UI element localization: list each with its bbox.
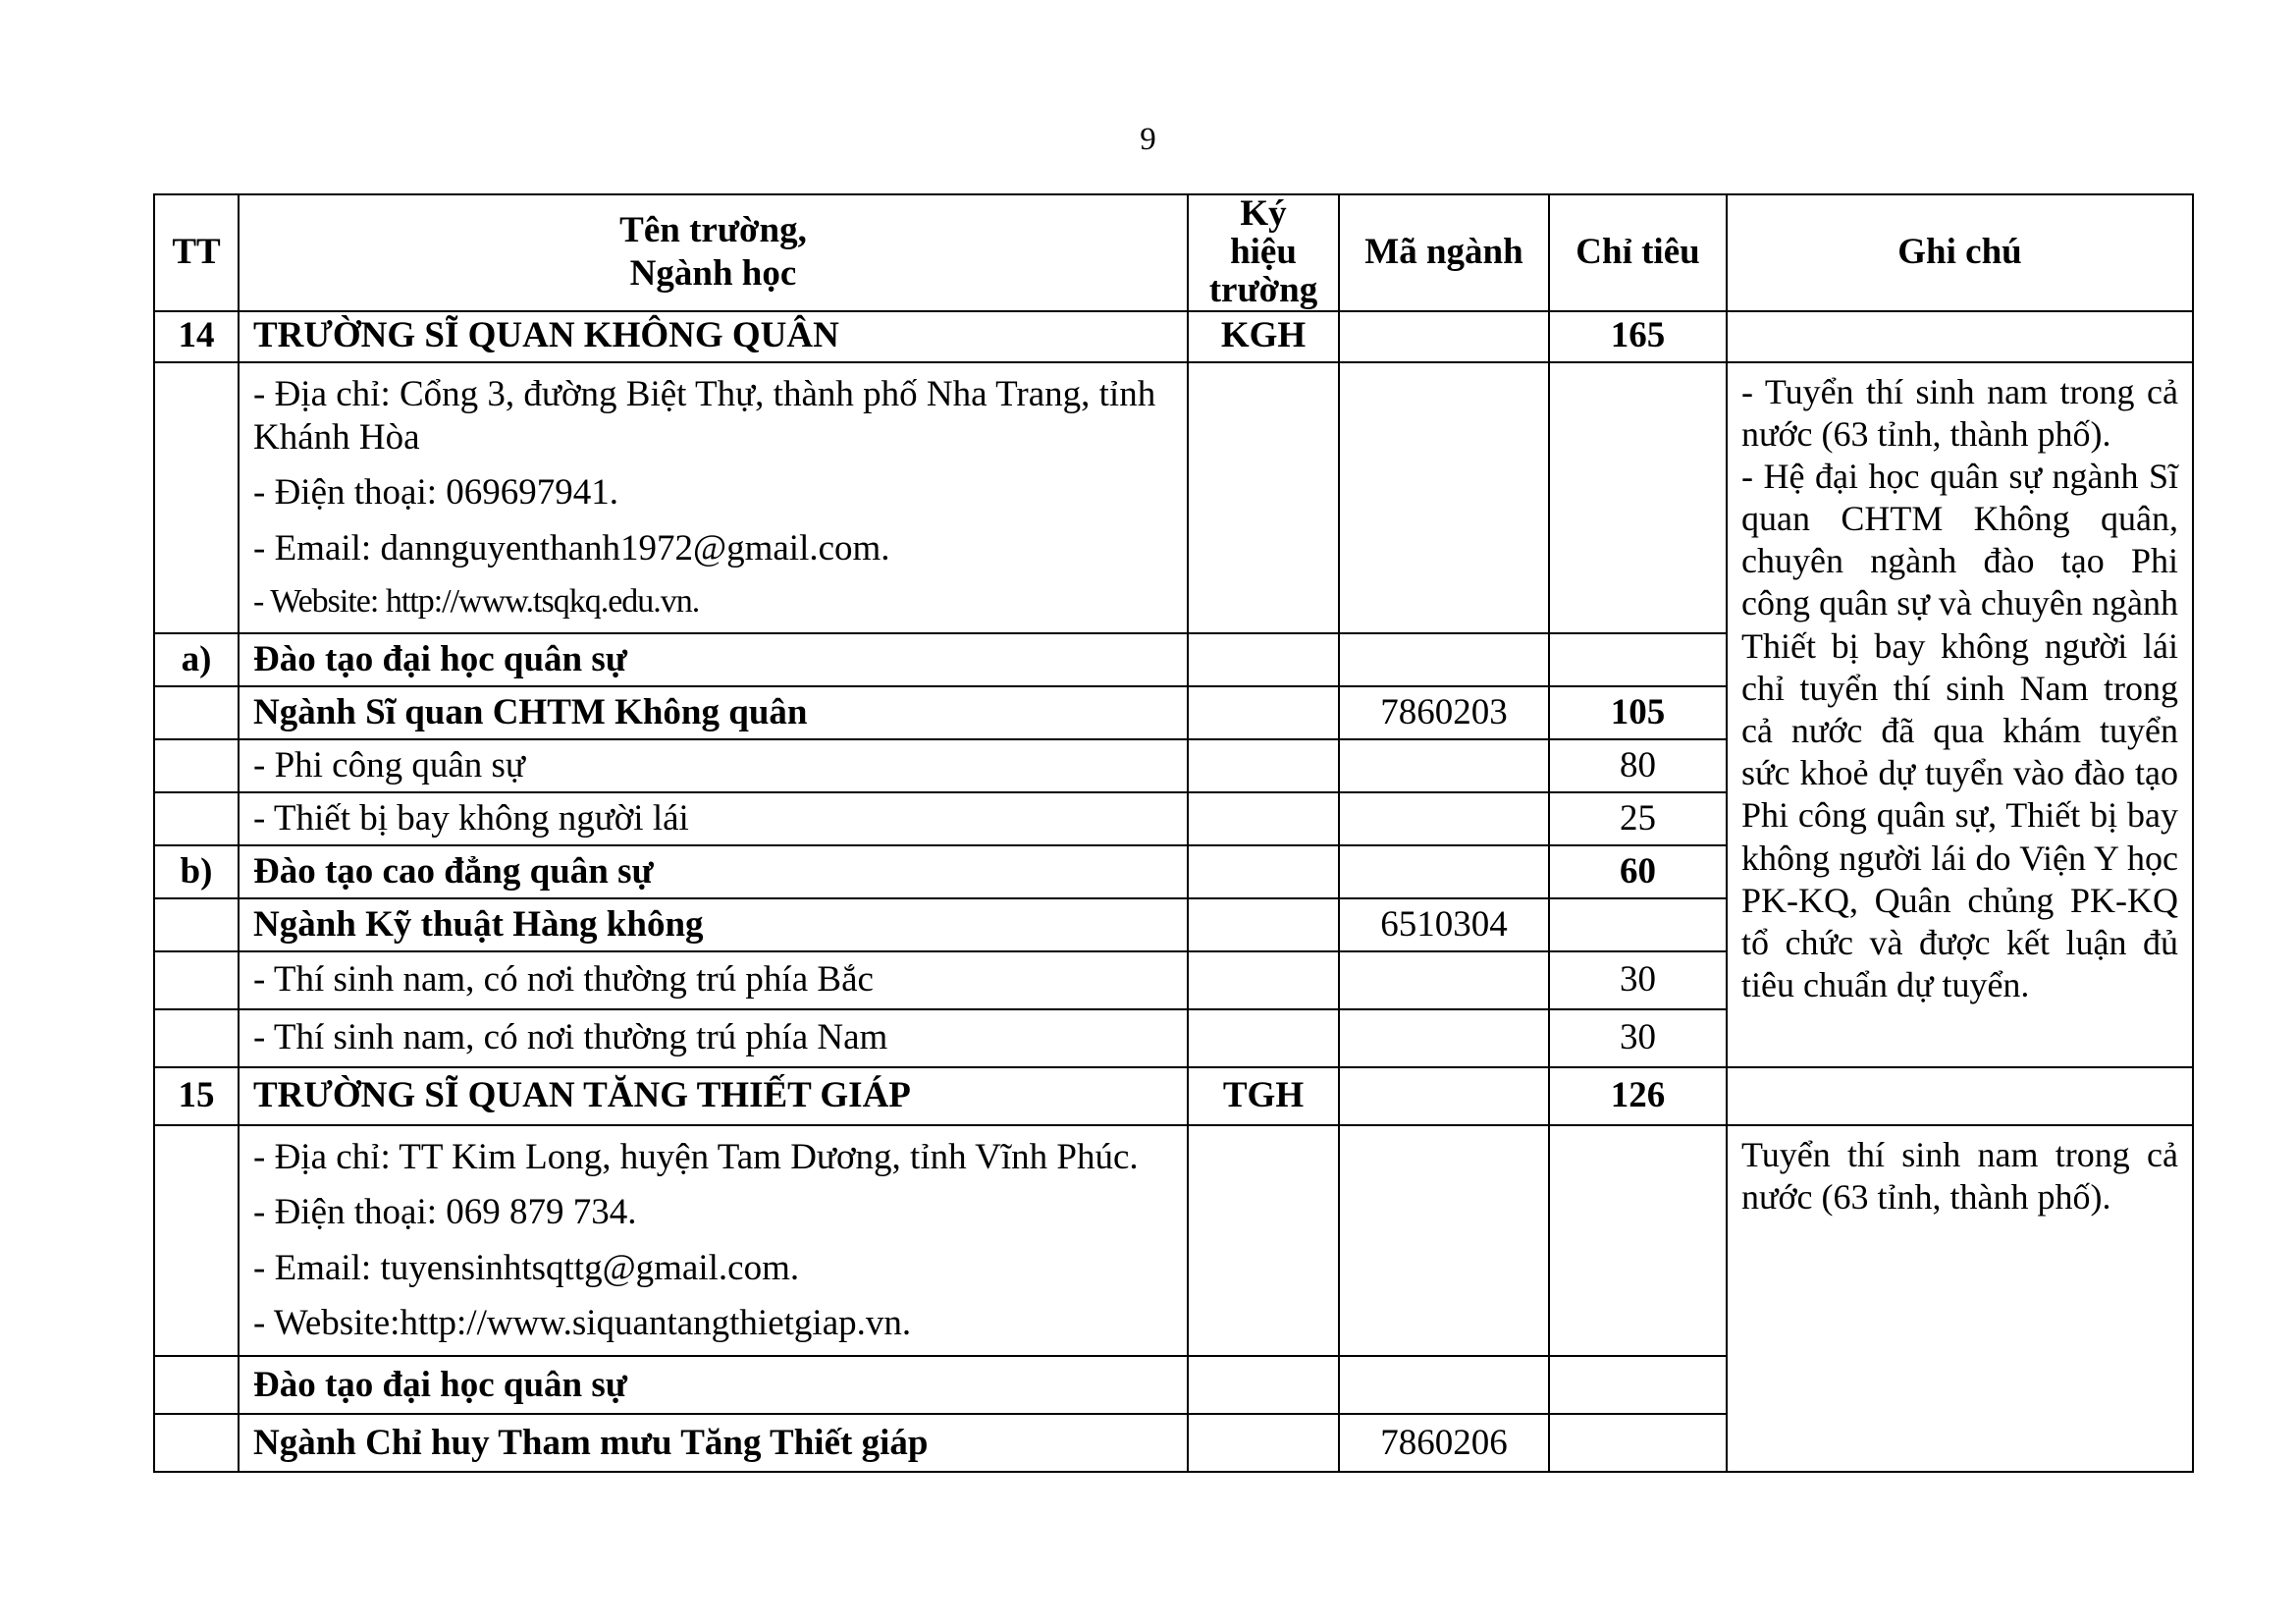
school-name: TRƯỜNG SĨ QUAN TĂNG THIẾT GIÁP (239, 1067, 1188, 1125)
row-tt (154, 951, 239, 1009)
row-quota (1549, 1414, 1727, 1472)
header-school-name (239, 194, 1188, 311)
note-line: Tuyển thí sinh nam trong cả nước (63 tỉnh, thành phố). (1741, 1134, 2178, 1218)
row-code (1188, 739, 1339, 792)
info-address: - Địa chỉ: TT Kim Long, huyện Tam Dương, tỉnh Vĩnh Phúc. (253, 1136, 1139, 1177)
row-code (1188, 845, 1339, 898)
row-code (1188, 951, 1339, 1009)
row-name: Ngành Sĩ quan CHTM Không quân (239, 686, 1188, 739)
row-tt (154, 1009, 239, 1067)
row-tt: a) (154, 633, 239, 686)
row-quota (1549, 1356, 1727, 1414)
row-name: Đào tạo đại học quân sự (239, 633, 1188, 686)
school-note (1727, 311, 2193, 362)
header-major-code: Mã ngành (1339, 194, 1549, 311)
school-quota: 165 (1549, 311, 1727, 362)
row-quota: 25 (1549, 792, 1727, 845)
school-major-code (1339, 1067, 1549, 1125)
info-website: - Website:http://www.siquantangthietgiap.vn. (253, 1303, 912, 1344)
school-info-row (154, 1125, 2193, 1357)
row-name: - Phi công quân sự (239, 739, 1188, 792)
info-tt (154, 1125, 239, 1357)
header-name-line2: Ngành học (629, 253, 797, 295)
row-major: 7860206 (1339, 1414, 1549, 1472)
row-major (1339, 1356, 1549, 1414)
info-quota (1549, 1125, 1727, 1357)
admissions-table (153, 193, 2194, 1473)
school-tt: 14 (154, 311, 239, 362)
row-code (1188, 792, 1339, 845)
header-row (154, 194, 2193, 311)
school-code: KGH (1188, 311, 1339, 362)
school-major-code (1339, 311, 1549, 362)
header-tt: TT (154, 194, 239, 311)
row-major: 7860203 (1339, 686, 1549, 739)
info-email: - Email: tuyensinhtsqttg@gmail.com. (253, 1247, 800, 1288)
school-row (154, 1067, 2193, 1125)
row-tt (154, 792, 239, 845)
row-name: Ngành Kỹ thuật Hàng không (239, 898, 1188, 951)
row-major (1339, 739, 1549, 792)
info-major (1339, 362, 1549, 633)
row-name: Ngành Chỉ huy Tham mưu Tăng Thiết giáp (239, 1414, 1188, 1472)
info-phone: - Điện thoại: 069697941. (253, 472, 619, 514)
note-line: - Tuyển thí sinh nam trong cả nước (63 tỉnh, thành phố). (1741, 371, 2178, 454)
row-tt: b) (154, 845, 239, 898)
info-tt (154, 362, 239, 633)
row-major (1339, 633, 1549, 686)
row-major (1339, 845, 1549, 898)
row-name: Đào tạo cao đẳng quân sự (239, 845, 1188, 898)
info-major (1339, 1125, 1549, 1357)
row-code (1188, 1414, 1339, 1472)
row-quota: 30 (1549, 1009, 1727, 1067)
row-quota (1549, 898, 1727, 951)
info-website: - Website: http://www.tsqkq.edu.vn. (253, 583, 700, 621)
school-row (154, 311, 2193, 362)
row-major: 6510304 (1339, 898, 1549, 951)
row-quota: 105 (1549, 686, 1727, 739)
row-quota: 30 (1549, 951, 1727, 1009)
row-code (1188, 686, 1339, 739)
row-quota: 80 (1549, 739, 1727, 792)
row-major (1339, 951, 1549, 1009)
school-info (239, 362, 1188, 633)
school-note-text (1727, 1125, 2193, 1473)
row-major (1339, 1009, 1549, 1067)
school-note-text (1727, 362, 2193, 1067)
row-code (1188, 1356, 1339, 1414)
header-code-line1: Ký hiệu (1230, 193, 1297, 272)
row-code (1188, 1009, 1339, 1067)
row-tt (154, 1356, 239, 1414)
info-phone: - Điện thoại: 069 879 734. (253, 1192, 637, 1233)
info-code (1188, 362, 1339, 633)
row-tt (154, 1414, 239, 1472)
page-number: 9 (1140, 122, 1156, 157)
row-major (1339, 792, 1549, 845)
row-quota (1549, 633, 1727, 686)
info-code (1188, 1125, 1339, 1357)
school-info (239, 1125, 1188, 1357)
header-school-code (1188, 194, 1339, 311)
row-name: - Thí sinh nam, có nơi thường trú phía Nam (239, 1009, 1188, 1067)
row-tt (154, 686, 239, 739)
header-code-line2: trường (1208, 269, 1318, 310)
row-name: - Thí sinh nam, có nơi thường trú phía Bắc (239, 951, 1188, 1009)
row-tt (154, 739, 239, 792)
school-code: TGH (1188, 1067, 1339, 1125)
row-quota: 60 (1549, 845, 1727, 898)
header-note: Ghi chú (1727, 194, 2193, 311)
note-line: - Hệ đại học quân sự ngành Sĩ quan CHTM Không quân, chuyên ngành đào tạo Phi công quân sự và chuyên ngành Thiết bị bay không người lái chỉ tuyển thí sinh Nam trong cả nước đã qua khám tuyển sức khoẻ dự tuyển vào đào tạo Phi công quân sự, Thiết bị bay không người lái do Viện Y học PK-KQ, Quân chủng PK-KQ tổ chức và được kết luận đủ tiêu chuẩn dự tuyển. (1741, 456, 2178, 1005)
school-name: TRƯỜNG SĨ QUAN KHÔNG QUÂN (239, 311, 1188, 362)
row-tt (154, 898, 239, 951)
header-name-line1: Tên trường, (619, 209, 807, 250)
school-tt: 15 (154, 1067, 239, 1125)
school-info-row (154, 362, 2193, 633)
info-address: - Địa chỉ: Cổng 3, đường Biệt Thự, thành phố Nha Trang, tỉnh Khánh Hòa (253, 373, 1156, 458)
info-quota (1549, 362, 1727, 633)
school-note (1727, 1067, 2193, 1125)
info-email: - Email: dannguyenthanh1972@gmail.com. (253, 527, 890, 568)
school-quota: 126 (1549, 1067, 1727, 1125)
header-quota: Chỉ tiêu (1549, 194, 1727, 311)
row-name: - Thiết bị bay không người lái (239, 792, 1188, 845)
row-name: Đào tạo đại học quân sự (239, 1356, 1188, 1414)
row-code (1188, 633, 1339, 686)
row-code (1188, 898, 1339, 951)
